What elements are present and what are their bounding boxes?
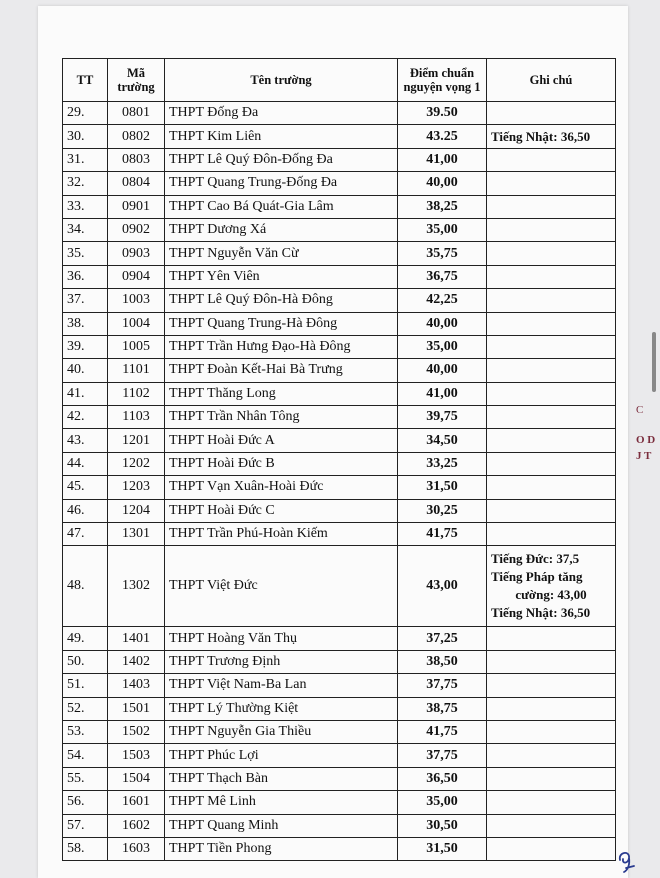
table-row (63, 837, 616, 860)
school-code: 1504 (108, 767, 165, 790)
document-page (38, 6, 628, 878)
note-cell (487, 837, 616, 860)
school-code: 1301 (108, 523, 165, 546)
cutoff-score: 35,75 (398, 242, 487, 265)
note-cell (487, 744, 616, 767)
row-number: 49. (63, 627, 108, 650)
signature-mark (612, 846, 640, 874)
cutoff-score: 37,25 (398, 627, 487, 650)
header-diem-chuan: Điểm chuẩn nguyện vọng 1 (398, 59, 487, 102)
table-row (63, 791, 616, 814)
table-row (63, 218, 616, 241)
note-cell (487, 382, 616, 405)
school-code: 1401 (108, 627, 165, 650)
table-row (63, 195, 616, 218)
table-row (63, 476, 616, 499)
cutoff-score: 36,75 (398, 265, 487, 288)
school-code: 1603 (108, 837, 165, 860)
school-name: THPT Thạch Bàn (165, 767, 398, 790)
school-code: 0804 (108, 172, 165, 195)
school-name: THPT Mê Linh (165, 791, 398, 814)
school-name: THPT Trần Hưng Đạo-Hà Đông (165, 335, 398, 358)
note-cell (487, 148, 616, 171)
note-cell (487, 406, 616, 429)
cutoff-score: 40,00 (398, 359, 487, 382)
note-cell (487, 523, 616, 546)
table-row (63, 289, 616, 312)
cutoff-score: 34,50 (398, 429, 487, 452)
note-cell (487, 218, 616, 241)
cutoff-score: 35,00 (398, 218, 487, 241)
school-name: THPT Hoàng Văn Thụ (165, 627, 398, 650)
row-number: 37. (63, 289, 108, 312)
row-number: 45. (63, 476, 108, 499)
school-code: 1004 (108, 312, 165, 335)
school-code: 1201 (108, 429, 165, 452)
cutoff-score: 38,50 (398, 650, 487, 673)
cutoff-score: 37,75 (398, 674, 487, 697)
cutoff-score: 39,75 (398, 406, 487, 429)
stamp-mark: C (636, 404, 644, 416)
header-ghi-chu: Ghi chú (487, 59, 616, 102)
row-number: 57. (63, 814, 108, 837)
note-line: Tiếng Đức: 37,5 (491, 551, 580, 567)
table-row (63, 102, 616, 125)
table-row (63, 650, 616, 673)
school-code: 0801 (108, 102, 165, 125)
cutoff-score: 39.50 (398, 102, 487, 125)
row-number: 54. (63, 744, 108, 767)
table-row (63, 242, 616, 265)
school-name: THPT Thăng Long (165, 382, 398, 405)
cutoff-score: 41,00 (398, 148, 487, 171)
cutoff-score: 38,75 (398, 697, 487, 720)
note-cell (487, 650, 616, 673)
note-cell (487, 289, 616, 312)
school-code: 1204 (108, 499, 165, 522)
row-number: 48. (63, 546, 108, 627)
table-header-row (63, 59, 616, 102)
table-row (63, 546, 616, 627)
school-name: THPT Trương Định (165, 650, 398, 673)
row-number: 41. (63, 382, 108, 405)
school-name: THPT Đoàn Kết-Hai Bà Trưng (165, 359, 398, 382)
table-row (63, 382, 616, 405)
table-row (63, 335, 616, 358)
row-number: 29. (63, 102, 108, 125)
school-code: 1503 (108, 744, 165, 767)
table-row (63, 359, 616, 382)
cutoff-score: 35,00 (398, 791, 487, 814)
row-number: 56. (63, 791, 108, 814)
row-number: 52. (63, 697, 108, 720)
row-number: 39. (63, 335, 108, 358)
school-code: 1602 (108, 814, 165, 837)
note-cell (487, 697, 616, 720)
note-cell (487, 359, 616, 382)
header-ma-truong: Mã trường (108, 59, 165, 102)
school-name: THPT Việt Đức (165, 546, 398, 627)
school-code: 0904 (108, 265, 165, 288)
table-row (63, 720, 616, 743)
school-code: 1005 (108, 335, 165, 358)
admission-score-table (62, 58, 616, 861)
school-name: THPT Quang Trung-Hà Đông (165, 312, 398, 335)
row-number: 47. (63, 523, 108, 546)
table-row (63, 429, 616, 452)
cutoff-score: 43.25 (398, 125, 487, 148)
header-tt: TT (63, 59, 108, 102)
school-name: THPT Kim Liên (165, 125, 398, 148)
note-cell (487, 720, 616, 743)
school-name: THPT Hoài Đức C (165, 499, 398, 522)
school-name: THPT Hoài Đức A (165, 429, 398, 452)
table-row (63, 406, 616, 429)
row-number: 35. (63, 242, 108, 265)
school-code: 1003 (108, 289, 165, 312)
school-code: 1102 (108, 382, 165, 405)
table-body (63, 102, 616, 861)
cutoff-score: 37,75 (398, 744, 487, 767)
school-name: THPT Trần Phú-Hoàn Kiếm (165, 523, 398, 546)
table-row (63, 265, 616, 288)
cutoff-score: 41,75 (398, 523, 487, 546)
row-number: 32. (63, 172, 108, 195)
note-cell (487, 791, 616, 814)
school-name: THPT Trần Nhân Tông (165, 406, 398, 429)
table-row (63, 499, 616, 522)
school-name: THPT Vạn Xuân-Hoài Đức (165, 476, 398, 499)
school-code: 1101 (108, 359, 165, 382)
school-name: THPT Việt Nam-Ba Lan (165, 674, 398, 697)
school-code: 1103 (108, 406, 165, 429)
row-number: 44. (63, 452, 108, 475)
school-code: 1402 (108, 650, 165, 673)
row-number: 34. (63, 218, 108, 241)
note-cell (487, 452, 616, 475)
table-row (63, 697, 616, 720)
school-code: 1601 (108, 791, 165, 814)
cutoff-score: 30,50 (398, 814, 487, 837)
table-row (63, 125, 616, 148)
cutoff-score: 31,50 (398, 837, 487, 860)
row-number: 40. (63, 359, 108, 382)
table-row (63, 148, 616, 171)
stamp-edge-marks (636, 390, 660, 510)
stamp-mark: J T (636, 450, 652, 462)
note-cell (487, 499, 616, 522)
row-number: 30. (63, 125, 108, 148)
note-cell (487, 429, 616, 452)
row-number: 42. (63, 406, 108, 429)
school-name: THPT Lý Thường Kiệt (165, 697, 398, 720)
note-line: cường: 43,00 (515, 587, 587, 603)
note-cell (487, 546, 616, 627)
note-cell (487, 335, 616, 358)
note-cell (487, 767, 616, 790)
note-cell (487, 674, 616, 697)
cutoff-score: 35,00 (398, 335, 487, 358)
school-code: 1502 (108, 720, 165, 743)
row-number: 50. (63, 650, 108, 673)
table-row (63, 523, 616, 546)
school-code: 1203 (108, 476, 165, 499)
school-name: THPT Nguyễn Gia Thiều (165, 720, 398, 743)
note-cell (487, 312, 616, 335)
school-name: THPT Đống Đa (165, 102, 398, 125)
row-number: 36. (63, 265, 108, 288)
school-name: THPT Lê Quý Đôn-Đống Đa (165, 148, 398, 171)
row-number: 33. (63, 195, 108, 218)
note-cell (487, 125, 616, 148)
cutoff-score: 36,50 (398, 767, 487, 790)
header-ten-truong: Tên trường (165, 59, 398, 102)
note-cell (487, 814, 616, 837)
row-number: 55. (63, 767, 108, 790)
school-code: 0903 (108, 242, 165, 265)
school-name: THPT Lê Quý Đôn-Hà Đông (165, 289, 398, 312)
table-row (63, 814, 616, 837)
school-name: THPT Quang Trung-Đống Đa (165, 172, 398, 195)
school-name: THPT Quang Minh (165, 814, 398, 837)
school-code: 1403 (108, 674, 165, 697)
school-code: 1501 (108, 697, 165, 720)
note-line: Tiếng Nhật: 36,50 (491, 128, 591, 144)
table-row (63, 767, 616, 790)
row-number: 38. (63, 312, 108, 335)
cutoff-score: 41,00 (398, 382, 487, 405)
school-code: 1302 (108, 546, 165, 627)
cutoff-score: 31,50 (398, 476, 487, 499)
school-name: THPT Tiền Phong (165, 837, 398, 860)
table-row (63, 627, 616, 650)
row-number: 58. (63, 837, 108, 860)
school-name: THPT Yên Viên (165, 265, 398, 288)
note-cell (487, 172, 616, 195)
stamp-mark: O D (636, 434, 656, 446)
row-number: 46. (63, 499, 108, 522)
table-row (63, 312, 616, 335)
cutoff-score: 41,75 (398, 720, 487, 743)
row-number: 51. (63, 674, 108, 697)
cutoff-score: 42,25 (398, 289, 487, 312)
cutoff-score: 38,25 (398, 195, 487, 218)
note-line: Tiếng Nhật: 36,50 (491, 605, 591, 621)
table-row (63, 452, 616, 475)
scroll-indicator (652, 332, 656, 392)
cutoff-score: 33,25 (398, 452, 487, 475)
school-code: 0902 (108, 218, 165, 241)
school-name: THPT Nguyễn Văn Cừ (165, 242, 398, 265)
note-line: Tiếng Pháp tăng (491, 569, 583, 585)
row-number: 31. (63, 148, 108, 171)
school-name: THPT Phúc Lợi (165, 744, 398, 767)
note-cell (487, 195, 616, 218)
note-cell (487, 476, 616, 499)
school-name: THPT Cao Bá Quát-Gia Lâm (165, 195, 398, 218)
note-cell (487, 242, 616, 265)
row-number: 53. (63, 720, 108, 743)
row-number: 43. (63, 429, 108, 452)
school-code: 0901 (108, 195, 165, 218)
note-cell (487, 102, 616, 125)
school-code: 0802 (108, 125, 165, 148)
table-row (63, 744, 616, 767)
cutoff-score: 30,25 (398, 499, 487, 522)
cutoff-score: 40,00 (398, 312, 487, 335)
school-name: THPT Dương Xá (165, 218, 398, 241)
school-code: 1202 (108, 452, 165, 475)
table-row (63, 674, 616, 697)
school-code: 0803 (108, 148, 165, 171)
table-row (63, 172, 616, 195)
note-cell (487, 265, 616, 288)
cutoff-score: 43,00 (398, 546, 487, 627)
school-name: THPT Hoài Đức B (165, 452, 398, 475)
note-cell (487, 627, 616, 650)
cutoff-score: 40,00 (398, 172, 487, 195)
